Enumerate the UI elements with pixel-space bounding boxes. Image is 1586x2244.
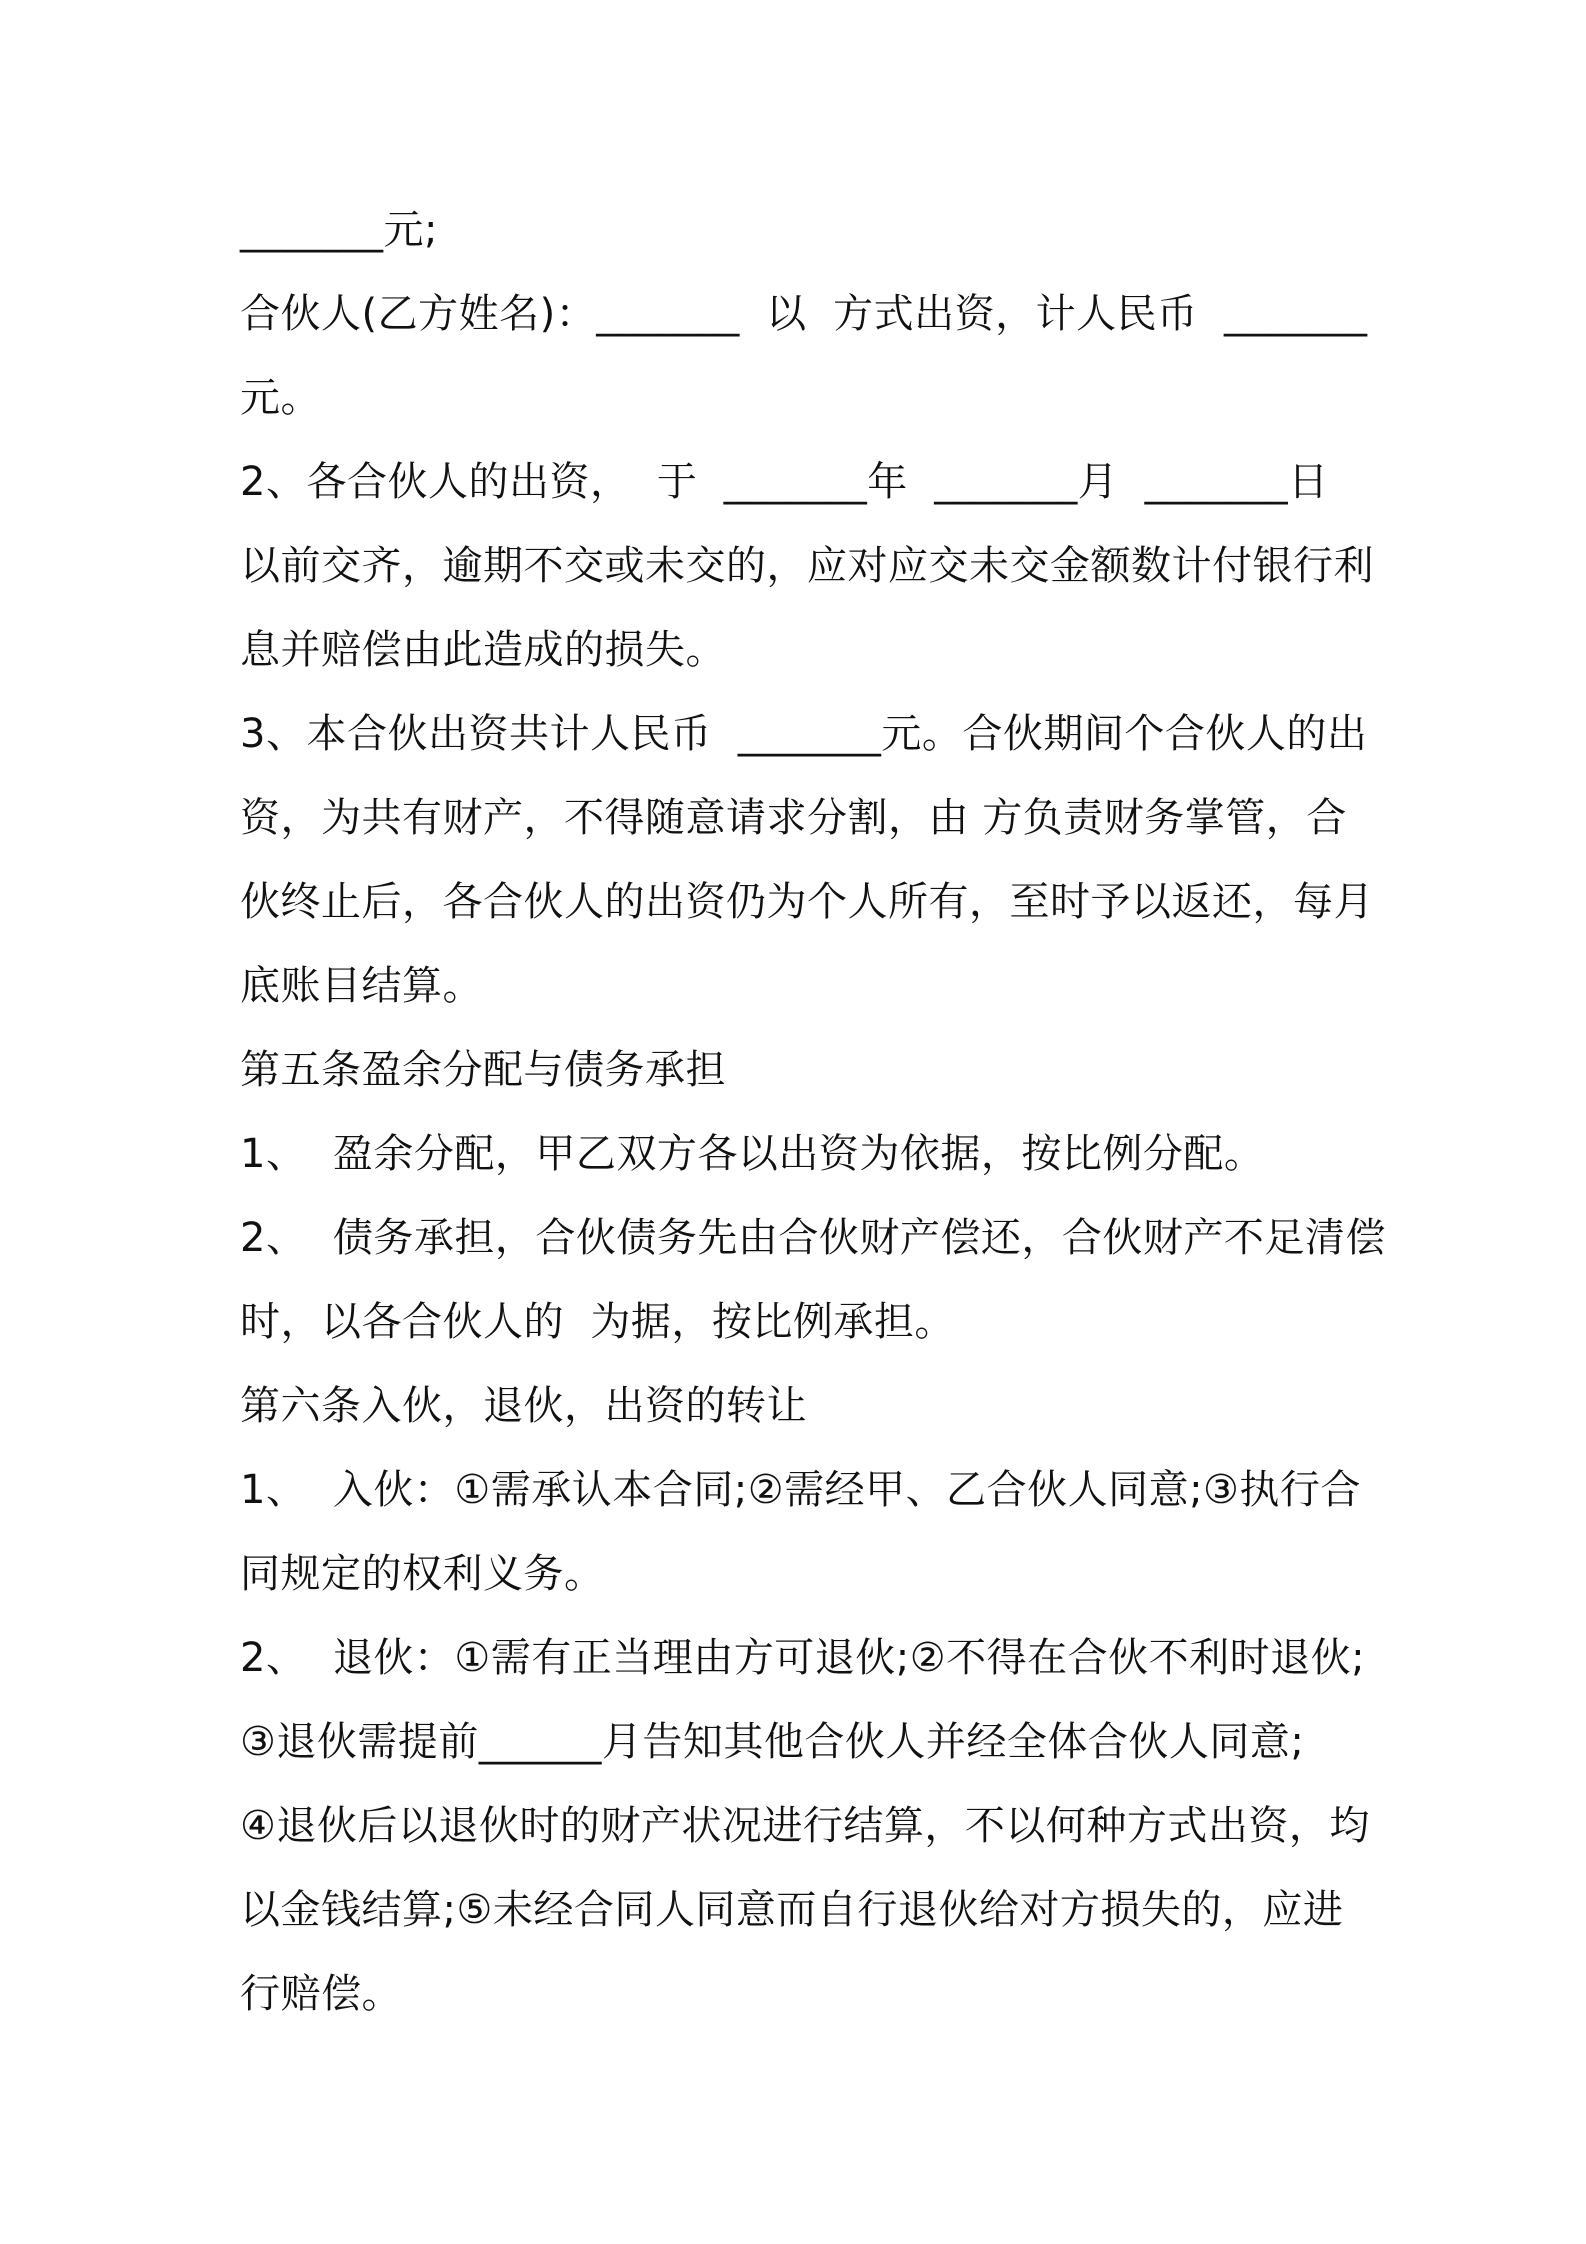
text-line: 伙终止后，各合伙人的出资仍为个人所有，至时予以返还，每月 — [240, 879, 1374, 925]
text-line: 资，为共有财产，不得随意请求分割，由 方负责财务掌管，合 — [240, 795, 1347, 841]
text-line: 同规定的权利义务。 — [240, 1551, 605, 1597]
section-heading: 第五条盈余分配与债务承担 — [240, 1047, 726, 1093]
text-line: 1、 入伙：①需承认本合同;②需经甲、乙合伙人同意;③执行合 — [240, 1467, 1361, 1513]
text-line: 3、本合伙出资共计人民币 _______元。合伙期间个合伙人的出 — [240, 711, 1368, 757]
text-line: 以金钱结算;⑤未经合同人同意而自行退伙给对方损失的，应进 — [240, 1887, 1344, 1933]
contract-text — [240, 188, 1386, 2036]
text-line: 2、各合伙人的出资， 于 _______年 _______月 _______日 — [240, 459, 1329, 505]
text-line: 2、 退伙：①需有正当理由方可退伙;②不得在合伙不利时退伙; — [240, 1635, 1366, 1681]
text-line: 合伙人(乙方姓名)：_______ 以 方式出资，计人民币 _______ — [240, 291, 1368, 337]
text-line: _______元; — [240, 207, 438, 253]
text-line: 元。 — [240, 375, 321, 421]
text-line: 行赔偿。 — [240, 1971, 402, 2017]
section-heading: 第六条入伙，退伙，出资的转让 — [240, 1383, 807, 1429]
text-line: 时，以各合伙人的 为据，按比例承担。 — [240, 1299, 955, 1345]
text-line: 息并赔偿由此造成的损失。 — [240, 627, 726, 673]
text-line: 底账目结算。 — [240, 963, 483, 1009]
text-line: ③退伙需提前______月告知其他合伙人并经全体合伙人同意; — [240, 1719, 1305, 1765]
text-line: ④退伙后以退伙时的财产状况进行结算，不以何种方式出资，均 — [240, 1803, 1370, 1849]
text-line: 2、 债务承担，合伙债务先由合伙财产偿还，合伙财产不足清偿 — [240, 1215, 1386, 1261]
text-line: 以前交齐，逾期不交或未交的，应对应交未交金额数计付银行利 — [240, 543, 1374, 589]
text-line: 1、 盈余分配，甲乙双方各以出资为依据，按比例分配。 — [240, 1131, 1265, 1177]
